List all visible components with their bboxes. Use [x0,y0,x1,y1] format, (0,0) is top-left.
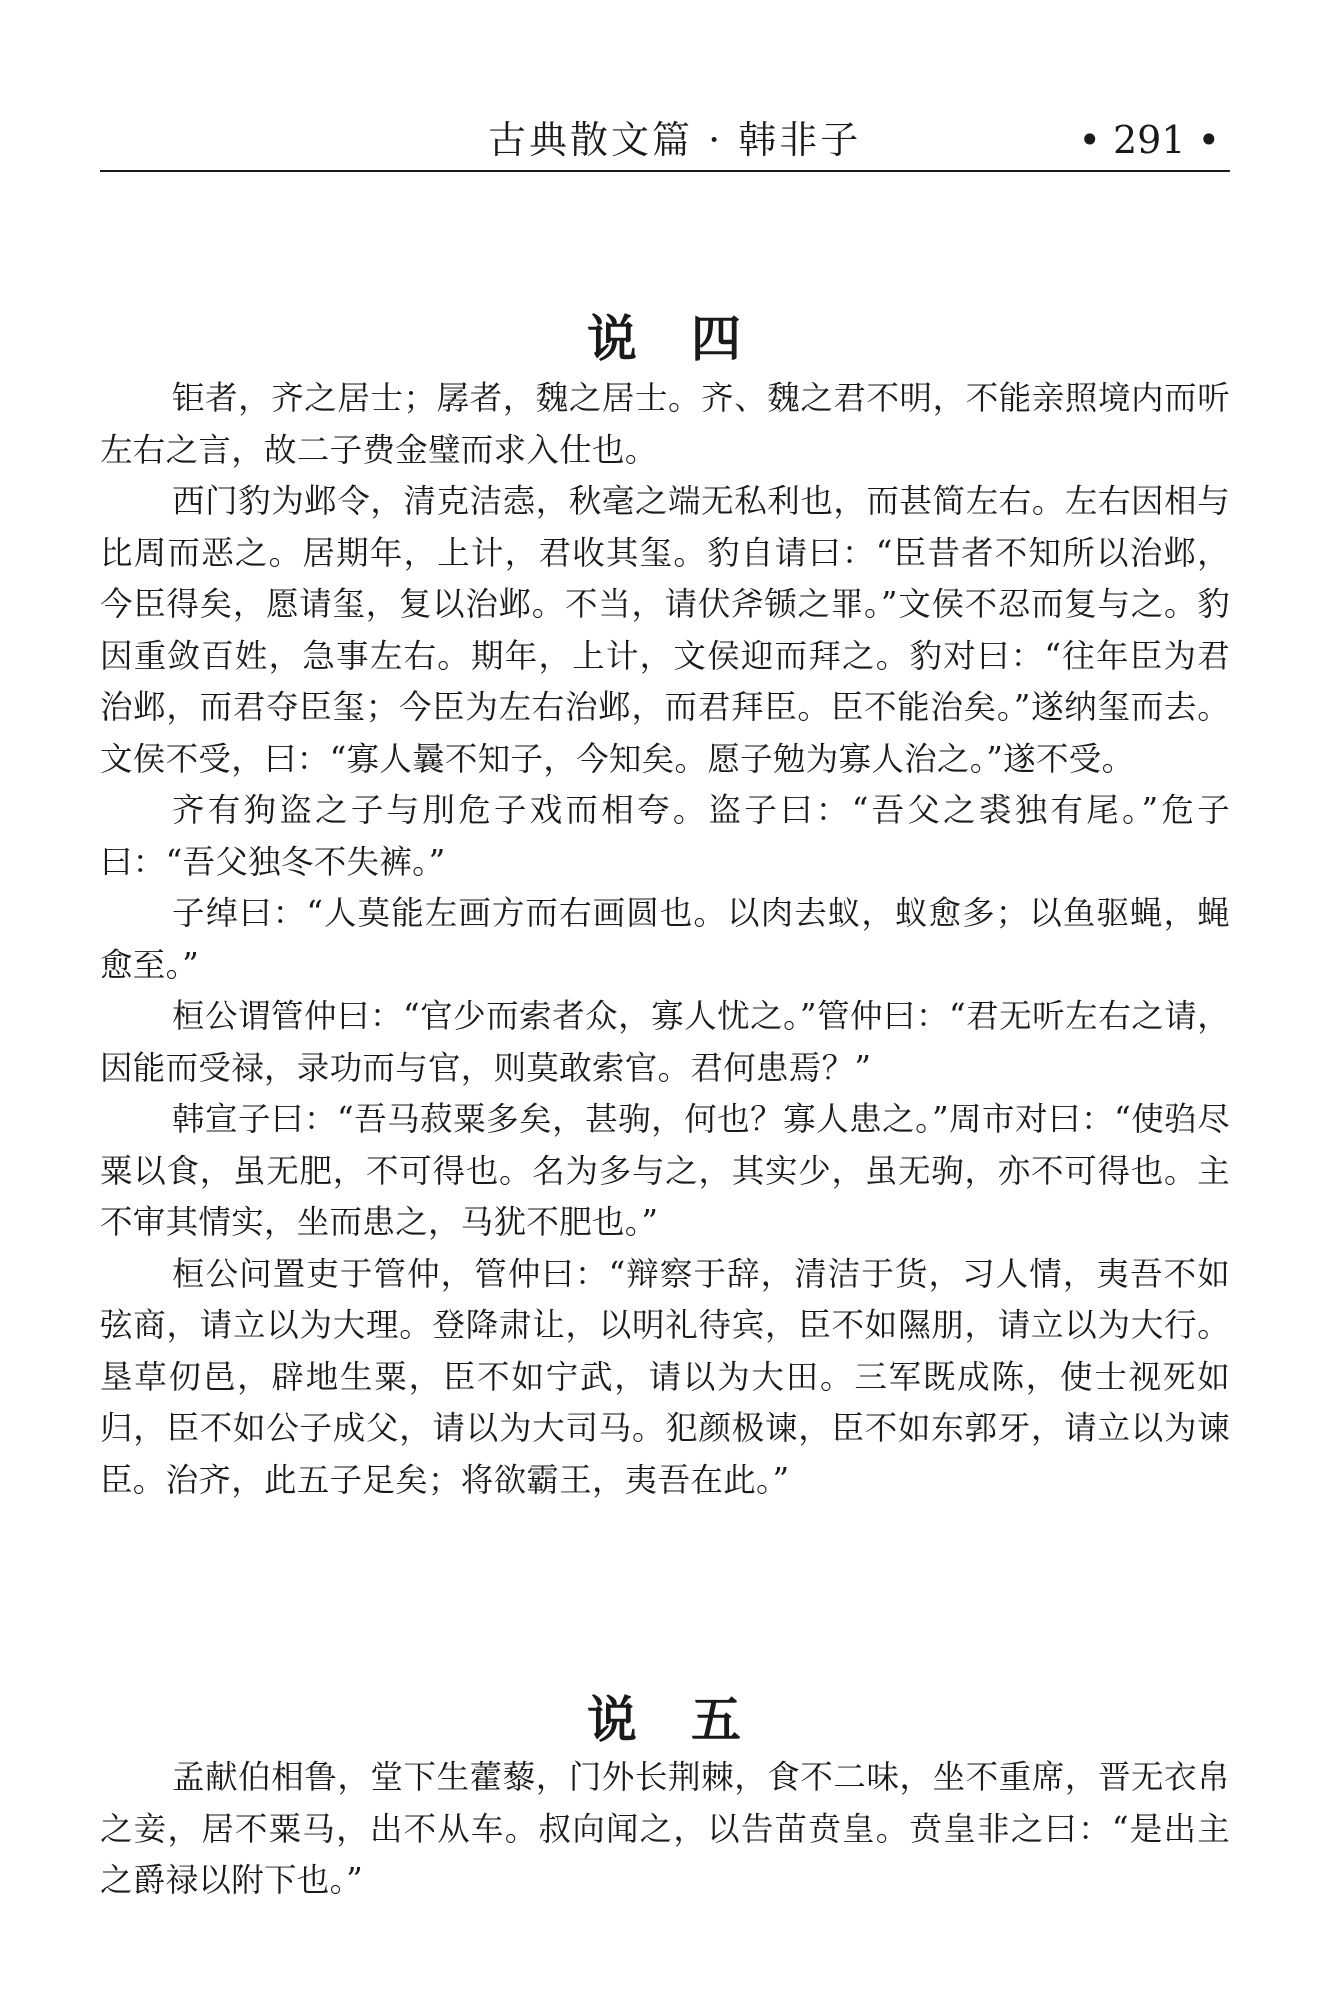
paragraph: 桓公谓管仲曰：“官少而索者众，寡人忧之。”管仲曰：“君无听左右之请，因能而受禄，录功而与官，则莫敢索官。君何患焉？” [100,997,1230,1087]
running-header [100,112,1230,168]
paragraph: 桓公问置吏于管仲，管仲曰：“辩察于辞，清洁于货，习人情，夷吾不如弦商，请立以为大理。登降肃让，以明礼待宾，臣不如隰朋，请立以为大行。垦草仞邑，辟地生粟，臣不如宁武，请以为大田。三军既成陈，使士视死如归，臣不如公子成父，请以为大司马。犯颜极谏，臣不如东郭牙，请立以为谏臣。治齐，此五子足矣；将欲霸王，夷吾在此。” [100,1254,1230,1499]
paragraph: 韩宣子曰：“吾马菽粟多矣，甚驹，何也？寡人患之。”周市对曰：“使驺尽粟以食，虽无肥，不可得也。名为多与之，其实少，虽无驹，亦不可得也。主不审其情实，坐而患之，马犹不肥也。” [100,1100,1230,1241]
paragraph: 子绰曰：“人莫能左画方而右画圆也。以肉去蚁，蚁愈多；以鱼驱蝇，蝇愈至。” [100,894,1230,984]
section-5-body [100,1752,1230,1907]
section-title-5: 说 五 [587,1690,743,1749]
paragraph: 钜者，齐之居士；孱者，魏之居士。齐、魏之君不明，不能亲照境内而听左右之言，故二子费金璧而求入仕也。 [100,379,1230,469]
section-title-4: 说 四 [587,309,743,368]
page-number: • 291 • [1078,118,1220,162]
paragraph: 孟献伯相鲁，堂下生藿藜，门外长荆棘，食不二味，坐不重席，晋无衣帛之妾，居不粟马，出不从车。叔向闻之，以告苗贲皇。贲皇非之曰：“是出主之爵禄以附下也。” [100,1758,1230,1899]
running-title: 古典散文篇 · 韩非子 [488,118,862,162]
section-4-body [100,373,1230,1506]
paragraph: 西门豹为邺令，清克洁悫，秋毫之端无私利也，而甚简左右。左右因相与比周而恶之。居期年，上计，君收其玺。豹自请曰：“臣昔者不知所以治邺，今臣得矣，愿请玺，复以治邺。不当，请伏斧锧之罪。”文侯不忍而复与之。豹因重敛百姓，急事左右。期年，上计，文侯迎而拜之。豹对曰：“往年臣为君治邺，而君夺臣玺；今臣为左右治邺，而君拜臣。臣不能治矣。”遂纳玺而去。文侯不受，曰：“寡人曩不知子，今知矣。愿子勉为寡人治之。”遂不受。 [100,482,1230,778]
paragraph: 齐有狗盗之子与刖危子戏而相夸。盗子曰：“吾父之裘独有尾。”危子曰：“吾父独冬不失裤。” [100,791,1230,881]
header-rule [100,170,1230,172]
